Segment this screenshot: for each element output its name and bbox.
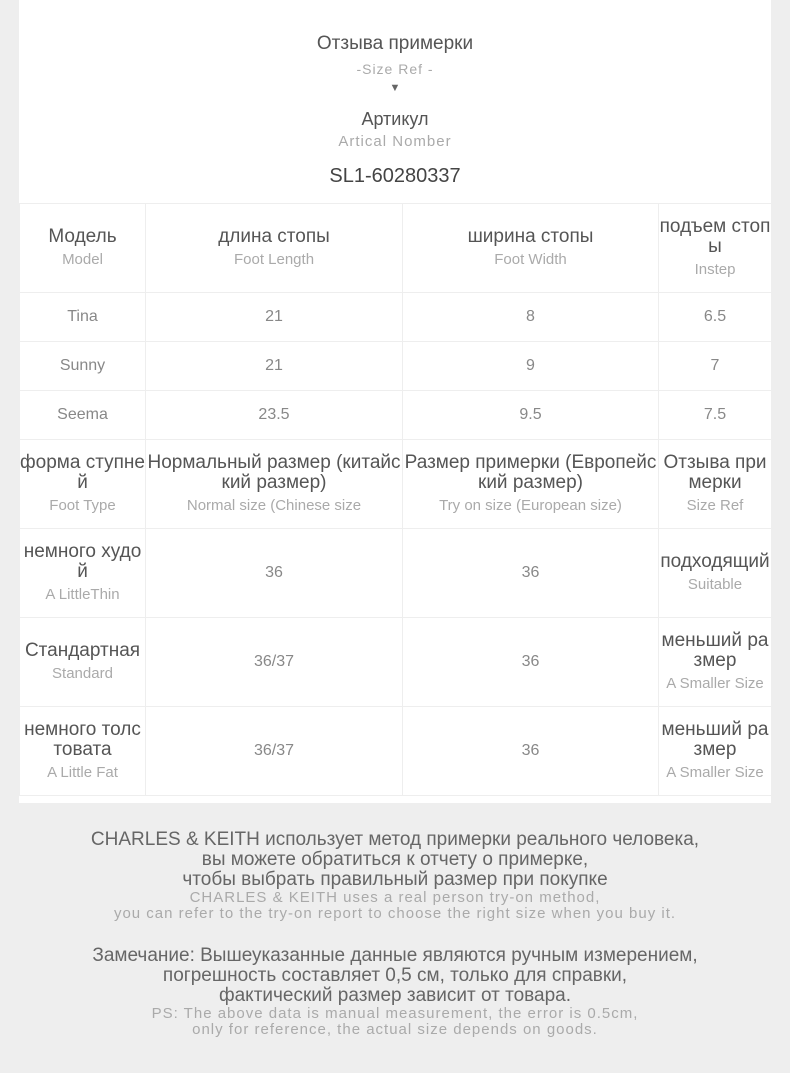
cell-foot-length: 23.5: [146, 391, 403, 440]
note-line: вы можете обратиться к отчету о примерке,: [201, 849, 589, 870]
cell-size-ref: подходящий Suitable: [659, 529, 772, 618]
cell-normal-size: 36: [146, 529, 403, 618]
header-cell-foot-width: ширина стопы Foot Width: [403, 204, 659, 293]
size-table: [19, 203, 772, 796]
cell-size-ref: меньший размер A Smaller Size: [659, 618, 772, 707]
note-line: фактический размер зависит от товара.: [218, 985, 572, 1006]
note-line: CHARLES & KEITH использует метод примерки реального человека,: [90, 829, 700, 850]
article-code: SL1-60280337: [329, 165, 461, 187]
table-row: [20, 707, 772, 796]
header-cell-size-ref: Отзыва примерки Size Ref: [659, 440, 772, 529]
header-cell-instep: подъем стопы Instep: [659, 204, 772, 293]
table-header-row: [20, 204, 772, 293]
cell-instep: 7.5: [659, 391, 772, 440]
article-label-en: Artical Nomber: [338, 133, 452, 150]
cell-instep: 6.5: [659, 293, 772, 342]
table-row: [20, 293, 772, 342]
table-row: [20, 342, 772, 391]
cell-size-ref: меньший размер A Smaller Size: [659, 707, 772, 796]
size-reference-card: [19, 0, 771, 803]
note-line-en: only for reference, the actual size depends on goods.: [192, 1021, 598, 1038]
cell-foot-width: 8: [403, 293, 659, 342]
cell-tryon-size: 36: [403, 618, 659, 707]
page-title: Отзыва примерки: [316, 33, 474, 54]
article-label: Артикул: [361, 109, 429, 129]
cell-model: Seema: [20, 391, 146, 440]
note-line-en: CHARLES & KEITH uses a real person try-on method,: [189, 889, 601, 906]
cell-normal-size: 36/37: [146, 707, 403, 796]
cell-foot-type: немного худой A LittleThin: [20, 529, 146, 618]
cell-normal-size: 36/37: [146, 618, 403, 707]
cell-model: Sunny: [20, 342, 146, 391]
header-cell-tryon-size: Размер примерки (Европейский размер) Try on size (European size): [403, 440, 659, 529]
cell-model: Tina: [20, 293, 146, 342]
cell-foot-width: 9.5: [403, 391, 659, 440]
note-line: погрешность составляет 0,5 см, только для справки,: [162, 965, 628, 986]
table-header-row-2: [20, 440, 772, 529]
notes-section: [0, 830, 790, 1038]
cell-foot-width: 9: [403, 342, 659, 391]
cell-tryon-size: 36: [403, 529, 659, 618]
page-subtitle: -Size Ref -: [356, 61, 434, 77]
measurement-disclaimer: [0, 946, 790, 1038]
tryon-method-note: [0, 830, 790, 922]
table-row: [20, 391, 772, 440]
header-cell-foot-length: длина стопы Foot Length: [146, 204, 403, 293]
table-row: [20, 529, 772, 618]
size-ref-header: [19, 0, 771, 203]
cell-instep: 7: [659, 342, 772, 391]
note-line: Замечание: Вышеуказанные данные являются ручным измерением,: [92, 945, 698, 966]
table-row: [20, 618, 772, 707]
cell-foot-length: 21: [146, 342, 403, 391]
note-line-en: PS: The above data is manual measurement, the error is 0.5cm,: [151, 1005, 639, 1022]
note-line: чтобы выбрать правильный размер при покупке: [182, 869, 608, 890]
cell-tryon-size: 36: [403, 707, 659, 796]
header-cell-foot-type: форма ступней Foot Type: [20, 440, 146, 529]
cell-foot-type: Стандартная Standard: [20, 618, 146, 707]
cell-foot-type: немного толстовата A Little Fat: [20, 707, 146, 796]
header-cell-model: Модель Model: [20, 204, 146, 293]
cell-foot-length: 21: [146, 293, 403, 342]
header-cell-normal-size: Нормальный размер (китайский размер) Normal size (Chinese size: [146, 440, 403, 529]
note-line-en: you can refer to the try-on report to choose the right size when you buy it.: [113, 905, 677, 922]
triangle-down-icon: ▼: [389, 82, 401, 94]
